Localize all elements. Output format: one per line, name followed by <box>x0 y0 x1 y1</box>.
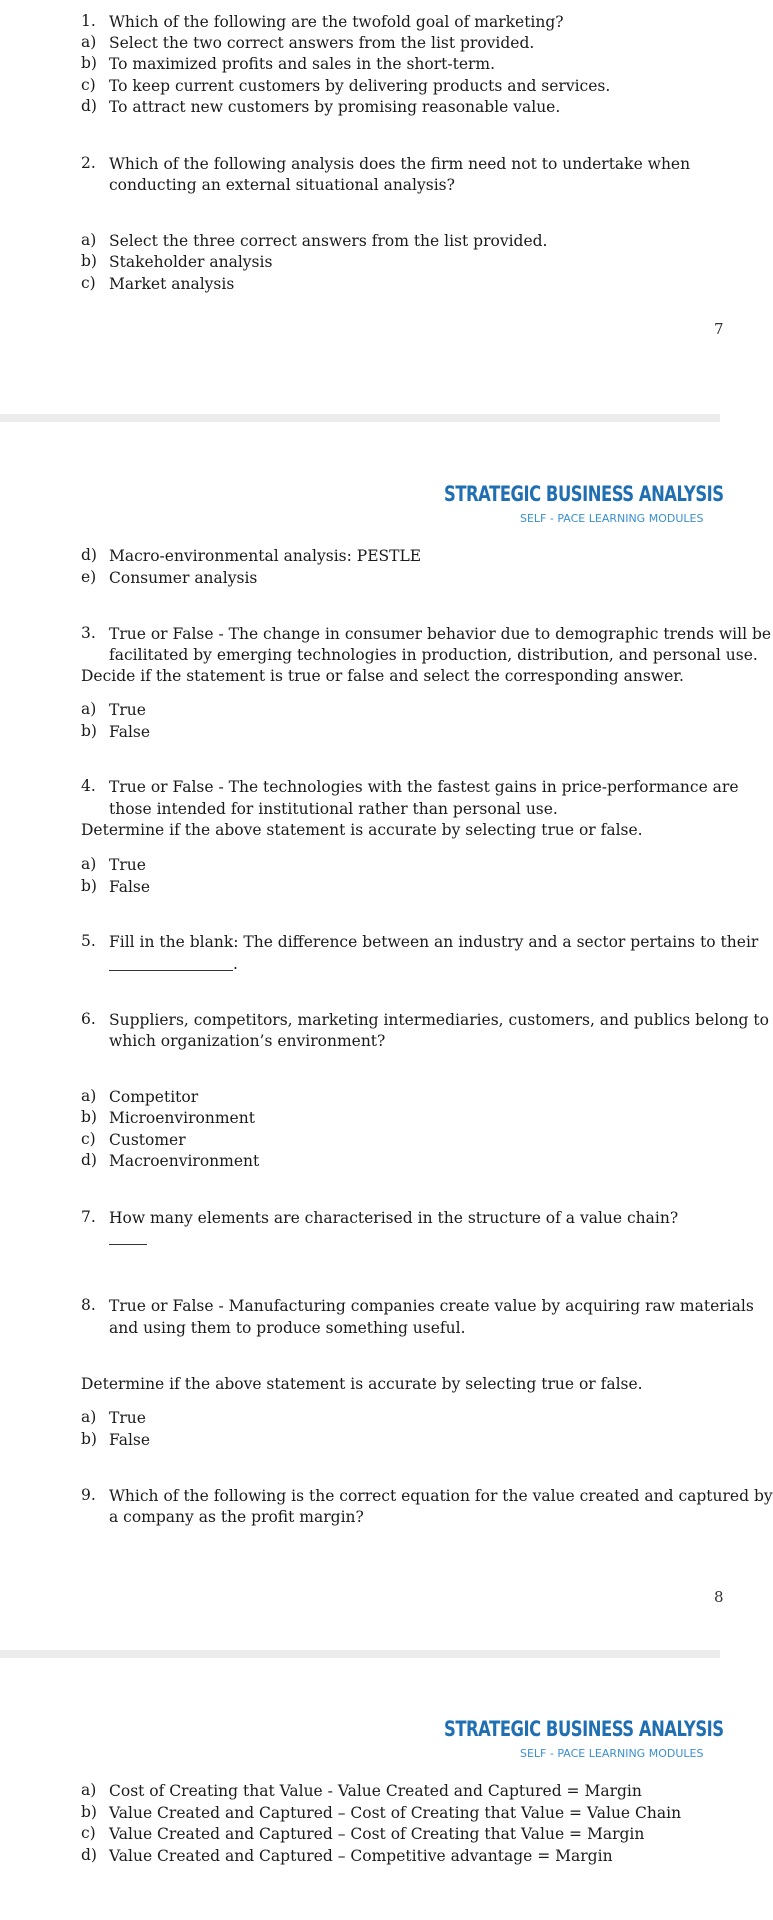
option-text[interactable]: Select the three correct answers from the list provided. <box>109 232 548 250</box>
option-letter: a) <box>81 231 97 249</box>
question-text: Suppliers, competitors, marketing intermediaries, customers, and publics belong to <box>109 1011 769 1029</box>
option-letter: c) <box>81 1824 96 1842</box>
option-letter: b) <box>81 54 97 72</box>
option-letter: a) <box>81 700 97 718</box>
question-number: 4. <box>81 777 96 795</box>
option-letter: b) <box>81 722 97 740</box>
option-text[interactable]: Competitor <box>109 1088 199 1106</box>
option-letter: a) <box>81 855 97 873</box>
option-letter: c) <box>81 1130 96 1148</box>
page-number: 8 <box>714 1588 724 1606</box>
question-number: 5. <box>81 932 96 950</box>
option-letter: a) <box>81 1781 97 1799</box>
question-text: True or False - The technologies with the fastest gains in price-performance are <box>109 778 739 796</box>
fill-in-blank[interactable] <box>109 1244 147 1245</box>
header-title: STRATEGIC BUSINESS ANALYSIS <box>444 1717 724 1741</box>
option-letter: b) <box>81 1803 97 1821</box>
question-text: facilitated by emerging technologies in production, distribution, and personal use. <box>109 646 758 664</box>
option-text[interactable]: False <box>109 878 151 896</box>
option-text[interactable]: False <box>109 1431 151 1449</box>
question-instruction: Determine if the above statement is accurate by selecting true or false. <box>81 821 643 839</box>
question-number: 2. <box>81 154 96 172</box>
option-text[interactable]: True <box>109 701 146 719</box>
question-text: those intended for institutional rather than personal use. <box>109 800 558 818</box>
option-text[interactable]: Microenvironment <box>109 1109 255 1127</box>
question-text: True or False - Manufacturing companies create value by acquiring raw materials <box>109 1297 754 1315</box>
option-letter: d) <box>81 1151 97 1169</box>
question-text: Which of the following analysis does the firm need not to undertake when <box>109 155 691 173</box>
question-text: Which of the following is the correct equation for the value created and captured by <box>109 1487 773 1505</box>
option-letter: d) <box>81 97 97 115</box>
option-text[interactable]: Macro-environmental analysis: PESTLE <box>109 547 422 565</box>
option-text[interactable]: Value Created and Captured – Competitive advantage = Margin <box>109 1847 613 1865</box>
blank-end: . <box>233 955 238 973</box>
option-text[interactable]: To attract new customers by promising reasonable value. <box>109 98 561 116</box>
question-text: which organization’s environment? <box>109 1032 386 1050</box>
option-text[interactable]: Stakeholder analysis <box>109 253 273 271</box>
page-separator <box>0 414 720 422</box>
question-text: How many elements are characterised in the structure of a value chain? <box>109 1209 679 1227</box>
option-text[interactable]: Value Created and Captured – Cost of Creating that Value = Value Chain <box>109 1804 682 1822</box>
option-text[interactable]: To keep current customers by delivering products and services. <box>109 77 611 95</box>
header-subtitle: SELF - PACE LEARNING MODULES <box>520 1747 704 1760</box>
option-letter: d) <box>81 1846 97 1864</box>
option-letter: d) <box>81 546 97 564</box>
option-text[interactable]: Customer <box>109 1131 186 1149</box>
question-number: 8. <box>81 1296 96 1314</box>
option-letter: c) <box>81 76 96 94</box>
option-text[interactable]: Consumer analysis <box>109 569 258 587</box>
option-text[interactable]: Macroenvironment <box>109 1152 260 1170</box>
option-text[interactable]: To maximized profits and sales in the short-term. <box>109 55 496 73</box>
option-letter: b) <box>81 877 97 895</box>
option-letter: a) <box>81 1408 97 1426</box>
option-letter: b) <box>81 1108 97 1126</box>
option-text[interactable]: Market analysis <box>109 275 235 293</box>
option-text[interactable]: True <box>109 1409 146 1427</box>
option-text[interactable]: Cost of Creating that Value - Value Created and Captured = Margin <box>109 1782 642 1800</box>
question-text: conducting an external situational analysis? <box>109 176 455 194</box>
option-letter: b) <box>81 1430 97 1448</box>
question-text: a company as the profit margin? <box>109 1508 364 1526</box>
option-letter: a) <box>81 33 97 51</box>
option-letter: c) <box>81 274 96 292</box>
question-number: 7. <box>81 1208 96 1226</box>
question-number: 6. <box>81 1010 96 1028</box>
question-text: and using them to produce something useful. <box>109 1319 466 1337</box>
question-instruction: Determine if the above statement is accurate by selecting true or false. <box>81 1375 643 1393</box>
option-letter: b) <box>81 252 97 270</box>
question-text: Which of the following are the twofold goal of marketing? <box>109 13 564 31</box>
question-text: True or False - The change in consumer behavior due to demographic trends will be <box>109 625 772 643</box>
option-text[interactable]: Select the two correct answers from the list provided. <box>109 34 535 52</box>
option-letter: e) <box>81 568 97 586</box>
fill-in-blank[interactable] <box>109 970 233 971</box>
page-separator <box>0 1650 720 1658</box>
question-number: 1. <box>81 12 96 30</box>
question-number: 9. <box>81 1486 96 1504</box>
header-subtitle: SELF - PACE LEARNING MODULES <box>520 512 704 525</box>
page-number: 7 <box>714 320 724 338</box>
option-letter: a) <box>81 1087 97 1105</box>
option-text[interactable]: True <box>109 856 146 874</box>
header-title: STRATEGIC BUSINESS ANALYSIS <box>444 482 724 506</box>
option-text[interactable]: False <box>109 723 151 741</box>
option-text[interactable]: Value Created and Captured – Cost of Creating that Value = Margin <box>109 1825 645 1843</box>
question-number: 3. <box>81 624 96 642</box>
question-text: Fill in the blank: The difference between an industry and a sector pertains to their <box>109 933 759 951</box>
question-instruction: Decide if the statement is true or false and select the corresponding answer. <box>81 667 684 685</box>
